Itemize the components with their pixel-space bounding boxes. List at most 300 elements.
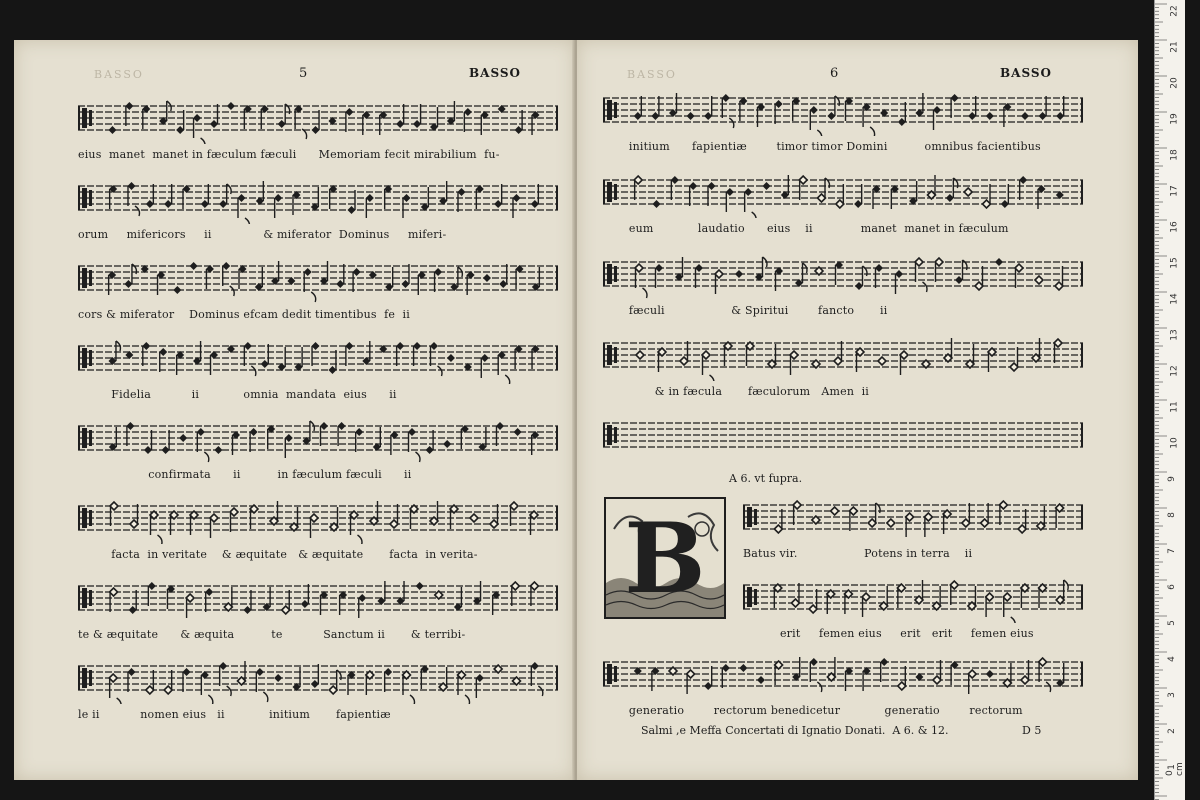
- note: [810, 658, 822, 692]
- note: [164, 184, 172, 208]
- note: [358, 594, 366, 618]
- note: [421, 665, 429, 689]
- note: [227, 102, 235, 110]
- note: [129, 590, 137, 614]
- note: [653, 200, 661, 208]
- note: [413, 104, 421, 128]
- clef-mark: [614, 266, 617, 282]
- note: [339, 591, 347, 615]
- note: [148, 582, 156, 606]
- clef-mark: [747, 507, 752, 527]
- note: [514, 428, 522, 436]
- note: [792, 97, 800, 121]
- clef-mark: [614, 427, 617, 443]
- note: [108, 271, 116, 295]
- note: [274, 194, 282, 218]
- initial-letter: B: [624, 501, 706, 615]
- note: [792, 657, 800, 681]
- note: [739, 664, 747, 672]
- note: [746, 342, 754, 366]
- note: [988, 348, 996, 372]
- lyrics-line: eius manet manet in fæculum fæculi Memoriam fecit mirabilium fu-: [78, 148, 500, 161]
- clef-mark: [747, 587, 752, 607]
- note: [222, 262, 234, 296]
- note: [232, 431, 240, 455]
- note: [651, 667, 659, 691]
- note: [345, 108, 353, 132]
- note: [531, 662, 543, 696]
- note: [109, 185, 117, 209]
- note: [1038, 185, 1046, 209]
- note: [793, 501, 801, 525]
- note: [385, 267, 393, 291]
- clef-mark: [607, 345, 612, 365]
- clef-mark: [82, 588, 87, 608]
- note: [975, 266, 983, 290]
- lyrics-line: Batus vir. Potens in terra ii: [743, 547, 973, 560]
- note: [244, 342, 256, 376]
- note: [329, 185, 337, 209]
- clef-mark: [607, 425, 612, 445]
- note: [476, 674, 484, 698]
- music-system: [78, 658, 558, 721]
- note: [458, 671, 470, 704]
- note: [1035, 276, 1043, 284]
- note: [421, 187, 429, 211]
- note: [799, 176, 807, 200]
- page-footer: Salmi ,e Meffa Concertati di Ignatio Donati. A 6. & 12.: [641, 724, 949, 737]
- note: [108, 341, 120, 365]
- note: [878, 357, 886, 365]
- note: [671, 176, 679, 200]
- note: [735, 270, 743, 278]
- note: [715, 270, 723, 294]
- note: [791, 583, 799, 607]
- note: [197, 428, 209, 462]
- note: [1003, 103, 1011, 127]
- staff: [78, 498, 558, 544]
- note: [1037, 506, 1045, 530]
- staff: [603, 335, 1083, 381]
- note: [775, 267, 783, 291]
- note: [176, 110, 184, 134]
- note: [1010, 347, 1018, 371]
- note: [250, 428, 258, 452]
- note: [933, 586, 941, 610]
- staff: [603, 415, 1083, 461]
- note: [109, 427, 117, 451]
- clef-mark: [607, 664, 612, 684]
- note: [530, 511, 538, 535]
- note: [128, 182, 140, 216]
- note: [243, 590, 251, 614]
- clef-mark: [89, 510, 92, 526]
- note: [461, 425, 469, 449]
- note: [256, 181, 264, 205]
- ruler-label: 10: [1169, 437, 1180, 449]
- note: [261, 344, 269, 368]
- note: [464, 108, 472, 132]
- note: [401, 264, 409, 288]
- note: [854, 184, 862, 208]
- music-system: [603, 254, 1083, 317]
- clef-mark: [82, 428, 87, 448]
- note: [1003, 663, 1011, 687]
- note: [370, 501, 378, 525]
- note: [201, 184, 209, 208]
- note: [1021, 112, 1029, 120]
- note: [900, 351, 908, 375]
- note: [110, 502, 118, 526]
- note: [183, 185, 191, 209]
- note: [1039, 658, 1051, 692]
- note: [150, 511, 162, 544]
- ruler-label: 19: [1169, 113, 1180, 125]
- note: [511, 582, 519, 606]
- note: [924, 513, 932, 537]
- note: [219, 662, 231, 696]
- note: [403, 671, 415, 704]
- note: [532, 111, 540, 135]
- ruler-label: 2: [1166, 728, 1177, 734]
- note: [282, 590, 290, 614]
- note: [680, 341, 688, 365]
- note: [827, 590, 835, 614]
- staff: [603, 654, 1083, 700]
- show-through-text: BASSO: [627, 68, 677, 81]
- note: [689, 182, 697, 206]
- note: [142, 342, 150, 366]
- note: [999, 501, 1007, 525]
- music-system: [78, 338, 558, 401]
- note: [906, 513, 914, 537]
- note: [739, 97, 747, 121]
- clef-mark: [754, 589, 757, 605]
- staff: [78, 578, 558, 624]
- note: [373, 427, 381, 451]
- note: [362, 341, 370, 365]
- ruler-label: 11: [1169, 401, 1180, 413]
- note: [355, 428, 363, 452]
- ruler-label: 13: [1169, 329, 1180, 341]
- clef-mark: [89, 430, 92, 446]
- note: [278, 347, 286, 371]
- note: [183, 668, 191, 692]
- note: [636, 351, 644, 359]
- note: [1015, 264, 1023, 288]
- note: [336, 264, 344, 288]
- note: [434, 268, 442, 292]
- note: [379, 111, 387, 135]
- clef-mark: [82, 508, 87, 528]
- note: [167, 585, 175, 609]
- note: [1056, 504, 1064, 528]
- note: [450, 267, 462, 291]
- note: [831, 507, 839, 515]
- part-name: BASSO: [469, 66, 521, 80]
- note: [726, 188, 734, 212]
- note: [950, 581, 958, 605]
- note: [1039, 96, 1047, 120]
- page-number: 5: [299, 66, 308, 81]
- lyrics-line: fæculi & Spiritui fancto ii: [603, 304, 888, 317]
- note: [159, 101, 171, 125]
- part-name: BASSO: [1000, 66, 1052, 80]
- note: [214, 446, 222, 454]
- note: [964, 188, 972, 196]
- note: [898, 666, 906, 690]
- ruler-label: 9: [1166, 476, 1177, 482]
- note: [768, 344, 776, 368]
- note: [458, 188, 466, 212]
- note: [413, 342, 421, 366]
- note: [190, 511, 198, 535]
- note: [651, 96, 659, 120]
- staff: [603, 172, 1083, 218]
- note: [1021, 660, 1029, 684]
- note: [490, 504, 498, 528]
- note: [210, 104, 218, 128]
- note: [496, 422, 504, 446]
- note: [130, 504, 138, 528]
- music-system: [78, 258, 558, 321]
- note: [795, 263, 807, 287]
- note: [164, 670, 172, 694]
- measuring-ruler: [1154, 0, 1185, 800]
- note: [774, 584, 782, 608]
- note: [390, 504, 398, 528]
- note: [263, 587, 271, 611]
- note: [270, 501, 278, 525]
- note: [863, 667, 871, 691]
- note: [238, 194, 250, 224]
- ruler-label: 21: [1169, 41, 1180, 53]
- staff: [78, 178, 558, 224]
- note: [125, 102, 133, 126]
- note: [255, 267, 263, 291]
- note: [481, 354, 489, 378]
- note: [320, 261, 328, 285]
- note: [311, 187, 319, 211]
- clef-mark: [89, 350, 92, 366]
- note: [312, 110, 320, 134]
- note: [304, 268, 316, 302]
- music-system: [743, 497, 1083, 560]
- clef-mark: [82, 348, 87, 368]
- note: [1021, 584, 1029, 608]
- ruler-label: 12: [1169, 365, 1180, 377]
- note: [1054, 339, 1062, 363]
- ruler-unit: 0 cm: [1165, 762, 1185, 776]
- note: [845, 667, 853, 691]
- note: [744, 188, 756, 218]
- staff: [78, 658, 558, 704]
- note: [328, 350, 336, 374]
- note: [634, 96, 642, 120]
- note: [128, 668, 136, 692]
- note: [418, 271, 426, 295]
- note: [532, 267, 540, 291]
- note: [966, 344, 974, 368]
- note: [271, 261, 279, 285]
- note: [210, 351, 218, 375]
- note: [454, 587, 462, 611]
- note: [162, 430, 170, 454]
- staff: [743, 497, 1083, 543]
- note: [915, 93, 923, 117]
- note: [887, 519, 895, 527]
- note: [142, 105, 150, 129]
- note: [915, 580, 923, 604]
- note: [348, 671, 356, 695]
- note: [1018, 509, 1026, 533]
- note: [311, 664, 319, 688]
- note: [261, 105, 269, 129]
- signature-mark: D 5: [1022, 724, 1042, 737]
- lyrics-line: facta in veritate & æquitate & æquitate facta in verita-: [78, 548, 478, 561]
- note: [210, 514, 218, 538]
- lyrics-line: & in fæcula fæculorum Amen ii: [603, 385, 870, 398]
- note: [986, 593, 994, 617]
- note: [230, 508, 238, 532]
- note: [933, 660, 941, 684]
- note: [845, 97, 853, 121]
- note: [880, 658, 888, 682]
- note: [844, 590, 852, 614]
- note: [366, 671, 374, 695]
- note: [708, 182, 716, 206]
- music-system: [78, 498, 558, 561]
- note: [530, 582, 538, 606]
- note: [516, 265, 524, 289]
- caption: A 6. vt fupra.: [729, 472, 803, 485]
- clef-mark: [754, 509, 757, 525]
- note: [481, 111, 489, 135]
- note: [201, 671, 213, 704]
- note: [928, 175, 936, 199]
- ruler-label: 5: [1166, 620, 1177, 626]
- note: [1056, 580, 1068, 604]
- note: [983, 184, 991, 208]
- right-page: [577, 40, 1138, 780]
- note: [774, 509, 782, 533]
- note: [986, 112, 994, 120]
- ruler-label: 4: [1166, 656, 1177, 662]
- note: [396, 342, 404, 366]
- note: [695, 264, 703, 288]
- note: [515, 110, 523, 134]
- clef-mark: [82, 268, 87, 288]
- note: [126, 422, 134, 446]
- note: [704, 666, 712, 690]
- note: [1001, 184, 1009, 208]
- clef-mark: [607, 264, 612, 284]
- note: [186, 594, 194, 618]
- clef-mark: [89, 670, 92, 686]
- note: [450, 505, 458, 529]
- note: [897, 584, 905, 608]
- note: [510, 502, 518, 526]
- clef-mark: [82, 188, 87, 208]
- note: [790, 351, 798, 375]
- note: [895, 270, 903, 294]
- note: [834, 341, 842, 365]
- note: [1019, 176, 1027, 200]
- note: [362, 111, 370, 135]
- ruler-label: 16: [1169, 221, 1180, 233]
- note: [390, 431, 398, 455]
- note: [290, 507, 298, 531]
- note: [146, 670, 154, 694]
- note: [146, 184, 154, 208]
- lyrics-line: Fidelia ii omnia mandata eius ii: [78, 388, 397, 401]
- music-system: [603, 654, 1083, 717]
- note: [898, 102, 906, 126]
- music-system: [78, 578, 558, 641]
- note: [108, 126, 116, 134]
- clef-mark: [82, 668, 87, 688]
- music-system: [743, 577, 1083, 640]
- note: [205, 588, 213, 612]
- note: [933, 106, 941, 130]
- note: [320, 591, 328, 615]
- note: [159, 348, 167, 372]
- note: [173, 286, 181, 294]
- note: [757, 103, 765, 127]
- note: [430, 342, 442, 376]
- lyrics-line: initium fapientiæ timor timor Domini omnibus facientibus: [603, 140, 1041, 153]
- ruler-label: 15: [1169, 257, 1180, 269]
- note: [302, 421, 314, 445]
- note: [193, 341, 201, 365]
- clef-mark: [89, 590, 92, 606]
- ruler-label: 22: [1169, 5, 1180, 17]
- ruler-label: 1: [1166, 764, 1177, 770]
- note: [426, 430, 434, 454]
- note: [267, 425, 275, 449]
- note: [687, 670, 695, 694]
- note: [1056, 96, 1064, 120]
- note: [875, 264, 883, 288]
- note: [238, 661, 246, 685]
- note: [849, 507, 857, 531]
- note: [873, 185, 881, 209]
- note: [295, 105, 307, 139]
- note: [295, 347, 303, 371]
- lyrics-line: le ii nomen eius ii initium fapientiæ: [78, 708, 391, 721]
- staff: [603, 90, 1083, 136]
- note: [447, 101, 455, 125]
- note: [338, 422, 346, 446]
- note: [176, 351, 184, 375]
- note: [981, 503, 989, 527]
- music-system: [78, 98, 558, 161]
- clef-mark: [614, 102, 617, 118]
- note: [403, 194, 411, 218]
- note: [478, 427, 486, 451]
- note: [513, 194, 521, 218]
- note: [430, 501, 438, 525]
- lyrics-line: eum laudatio eius ii manet manet in fæculum: [603, 222, 1009, 235]
- note: [274, 674, 282, 682]
- note: [293, 667, 301, 691]
- note: [384, 668, 392, 692]
- note: [492, 591, 500, 615]
- lyrics-line: erit femen eius erit erit femen eius: [743, 627, 1034, 640]
- lyrics-line: confirmata ii in fæculum fæculi ii: [78, 468, 412, 481]
- ruler-label: 8: [1166, 512, 1177, 518]
- note: [285, 434, 293, 458]
